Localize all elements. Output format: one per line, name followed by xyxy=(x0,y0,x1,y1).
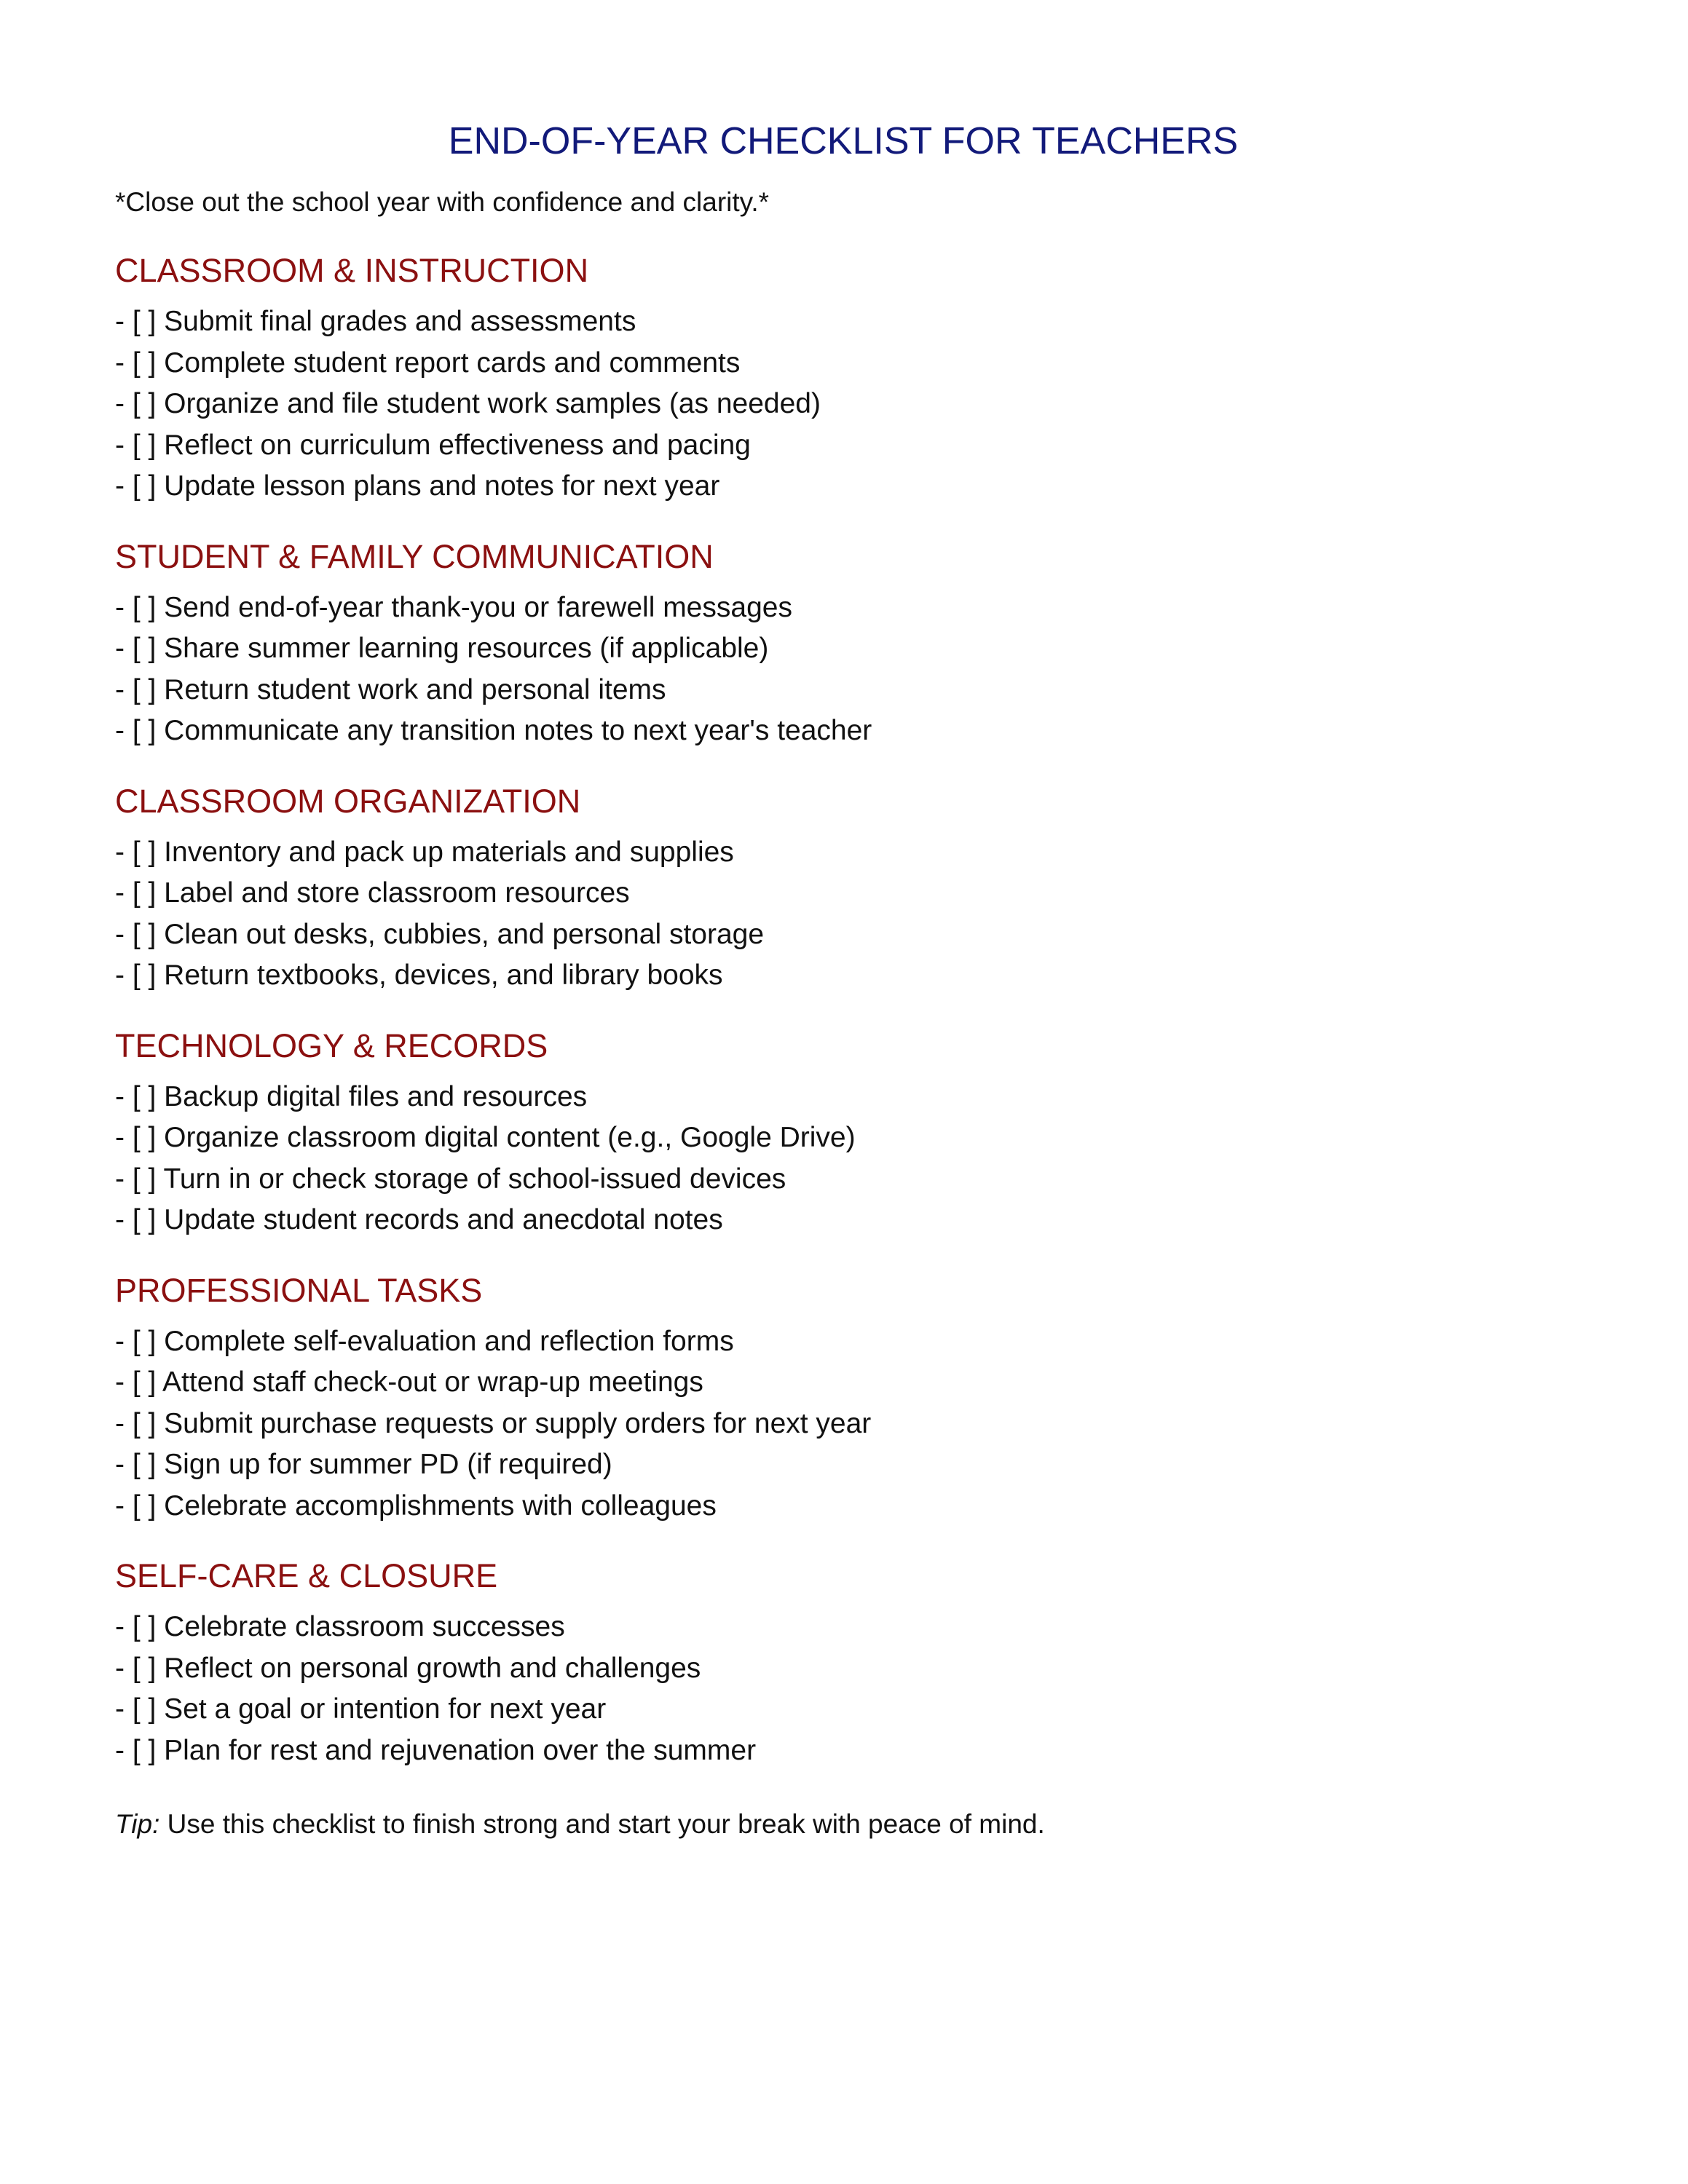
document-content xyxy=(115,115,1571,1871)
checklist-item: - [ ] Update lesson plans and notes for next year xyxy=(115,470,720,502)
section-student-family-communication xyxy=(115,535,1571,752)
checklist-item: - [ ] Complete self-evaluation and reflection forms xyxy=(115,1325,734,1357)
checklist-item: - [ ] Celebrate classroom successes xyxy=(115,1611,565,1642)
checklist-item: - [ ] Organize classroom digital content (e.g., Google Drive) xyxy=(115,1122,856,1153)
page-title: END-OF-YEAR CHECKLIST FOR TEACHERS xyxy=(448,120,1239,162)
section-professional-tasks xyxy=(115,1269,1571,1527)
checklist-item: - [ ] Submit purchase requests or supply orders for next year xyxy=(115,1407,872,1439)
checklist-item: - [ ] Communicate any transition notes to next year's teacher xyxy=(115,715,872,746)
checklist-item: - [ ] Organize and file student work samples (as needed) xyxy=(115,388,821,419)
subtitle: *Close out the school year with confidence and clarity.* xyxy=(115,187,770,217)
section-heading: PROFESSIONAL TASKS xyxy=(115,1271,483,1309)
checklist-item: - [ ] Label and store classroom resources xyxy=(115,877,630,909)
section-technology-records xyxy=(115,1024,1571,1241)
section-heading: CLASSROOM ORGANIZATION xyxy=(115,782,581,820)
tip-text: Use this checklist to finish strong and start your break with peace of mind. xyxy=(159,1809,1045,1839)
checklist-item: - [ ] Plan for rest and rejuvenation over the summer xyxy=(115,1734,757,1766)
checklist-item: - [ ] Reflect on personal growth and challenges xyxy=(115,1652,701,1684)
checklist-item: - [ ] Inventory and pack up materials and supplies xyxy=(115,836,734,868)
section-self-care-closure xyxy=(115,1554,1571,1771)
checklist-item: - [ ] Submit final grades and assessments xyxy=(115,306,636,337)
checklist-item: - [ ] Return textbooks, devices, and library books xyxy=(115,960,723,991)
checklist-item: - [ ] Backup digital files and resources xyxy=(115,1080,588,1112)
section-classroom-instruction xyxy=(115,249,1571,507)
checklist-item: - [ ] Send end-of-year thank-you or farewell messages xyxy=(115,591,792,623)
section-heading: SELF-CARE & CLOSURE xyxy=(115,1557,498,1594)
checklist-item: - [ ] Set a goal or intention for next year xyxy=(115,1693,607,1725)
checklist-item: - [ ] Update student records and anecdotal notes xyxy=(115,1204,723,1235)
checklist-item: - [ ] Turn in or check storage of school-issued devices xyxy=(115,1163,786,1195)
tip-label: Tip: xyxy=(115,1809,160,1839)
checklist-item: - [ ] Sign up for summer PD (if required) xyxy=(115,1449,612,1480)
checklist-item: - [ ] Return student work and personal items xyxy=(115,673,666,705)
checklist-item: - [ ] Attend staff check-out or wrap-up meetings xyxy=(115,1366,703,1398)
checklist-item: - [ ] Complete student report cards and comments xyxy=(115,347,741,379)
checklist-item: - [ ] Share summer learning resources (if applicable) xyxy=(115,633,769,664)
section-heading: CLASSROOM & INSTRUCTION xyxy=(115,252,589,289)
checklist-item: - [ ] Reflect on curriculum effectiveness and pacing xyxy=(115,429,751,461)
tip-note xyxy=(115,1805,1571,1844)
section-heading: TECHNOLOGY & RECORDS xyxy=(115,1026,548,1064)
section-heading: STUDENT & FAMILY COMMUNICATION xyxy=(115,537,714,575)
checklist-item: - [ ] Celebrate accomplishments with colleagues xyxy=(115,1489,717,1522)
section-classroom-organization xyxy=(115,780,1571,997)
checklist-item: - [ ] Clean out desks, cubbies, and personal storage xyxy=(115,918,765,950)
